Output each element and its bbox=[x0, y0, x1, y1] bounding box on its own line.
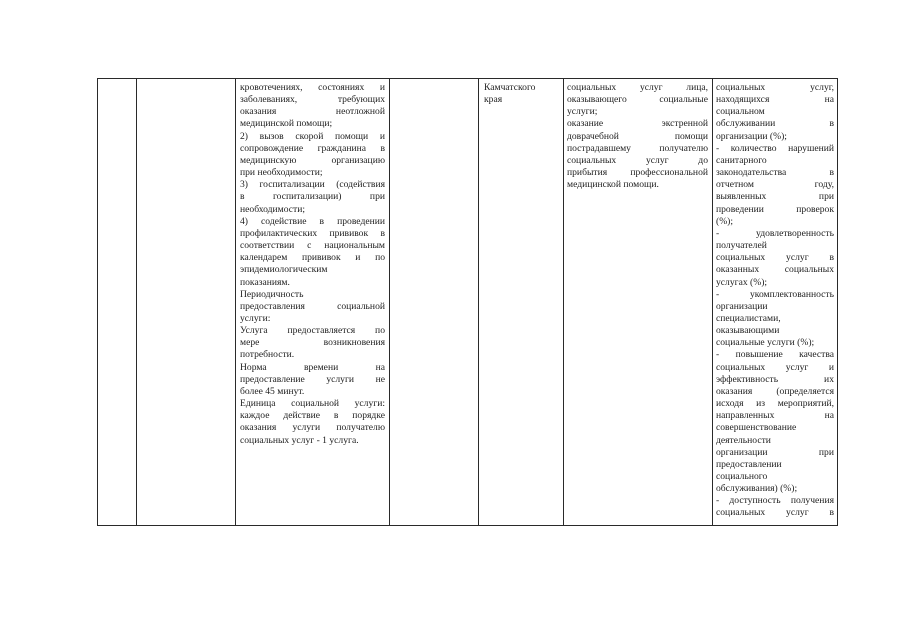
text-line: 4) содействие в проведении bbox=[240, 215, 385, 227]
text-line: проведении проверок bbox=[716, 203, 834, 215]
text-line: организации bbox=[716, 300, 768, 312]
table-top-border bbox=[97, 78, 837, 79]
cell-service-description bbox=[240, 82, 385, 447]
text-line: пострадавшему получателю bbox=[567, 142, 708, 154]
text-line: услуги: bbox=[240, 312, 271, 324]
text-line: 3) госпитализации (содействия bbox=[240, 179, 385, 191]
text-line: выявленных при bbox=[716, 191, 834, 203]
text-line: при необходимости; bbox=[240, 167, 323, 179]
text-line: оказывающего социальные bbox=[567, 94, 708, 106]
text-line: показаниям. bbox=[240, 276, 290, 288]
text-line: оказание экстренной bbox=[567, 118, 708, 130]
text-line: соответствии с национальным bbox=[240, 240, 385, 252]
text-line: - удовлетворенность bbox=[716, 227, 834, 239]
text-line: оказания услуги получателю bbox=[240, 422, 385, 434]
column-divider-5 bbox=[563, 78, 564, 526]
cell-quality-indicators bbox=[716, 82, 834, 520]
text-line: медицинскую организацию bbox=[240, 154, 385, 166]
text-line: - укомплектованность bbox=[716, 288, 834, 300]
text-line: календарем прививок и по bbox=[240, 252, 385, 264]
text-line: необходимости; bbox=[240, 203, 306, 215]
text-line: заболеваниях, требующих bbox=[240, 94, 385, 106]
column-divider-3 bbox=[389, 78, 390, 526]
text-line: получателей bbox=[716, 240, 767, 252]
text-line: кровотечениях, состояниях и bbox=[240, 82, 385, 93]
text-line: мере возникновения bbox=[240, 337, 385, 349]
text-line: санитарного bbox=[716, 154, 767, 166]
text-line: направленных на bbox=[716, 410, 834, 422]
text-line: Норма времени на bbox=[240, 361, 385, 373]
text-line: профилактических прививок в bbox=[240, 227, 385, 239]
text-line: более 45 минут. bbox=[240, 385, 305, 397]
text-line: деятельности bbox=[716, 434, 771, 446]
text-line: Услуга предоставляется по bbox=[240, 325, 385, 337]
column-divider-0 bbox=[97, 78, 98, 526]
text-line: Единица социальной услуги: bbox=[240, 398, 385, 410]
text-line: социальном bbox=[716, 106, 765, 118]
text-line: организации (%); bbox=[716, 130, 787, 142]
text-line: оказания неотложной bbox=[240, 106, 385, 118]
text-line: предоставление услуги не bbox=[240, 373, 385, 385]
text-line: эпидемиологическим bbox=[240, 264, 328, 276]
text-line: социальных услуг до bbox=[567, 154, 708, 166]
text-line: (%); bbox=[716, 215, 734, 227]
text-line: социальных услуг, bbox=[716, 82, 834, 93]
text-line: обслуживании в bbox=[716, 118, 834, 130]
column-divider-4 bbox=[478, 78, 479, 526]
text-line: оказания (определяется bbox=[716, 385, 834, 397]
text-line: - доступность получения bbox=[716, 495, 834, 507]
text-line: прибытия профессиональной bbox=[567, 167, 708, 179]
text-line: эффективность их bbox=[716, 373, 834, 385]
column-divider-6 bbox=[712, 78, 713, 526]
text-line: медицинской помощи; bbox=[240, 118, 333, 130]
text-line: доврачебной помощи bbox=[567, 130, 708, 142]
text-line: социальные услуги (%); bbox=[716, 337, 815, 349]
text-line: организации при bbox=[716, 446, 834, 458]
text-line: - повышение качества bbox=[716, 349, 834, 361]
text-line: специалистами, bbox=[716, 312, 781, 324]
column-divider-2 bbox=[235, 78, 236, 526]
text-line: предоставлении bbox=[716, 458, 782, 470]
column-divider-7 bbox=[837, 78, 838, 526]
table-bottom-border bbox=[97, 525, 837, 526]
text-line: законодательства в bbox=[716, 167, 834, 179]
text-line: социальных услуг в bbox=[716, 507, 834, 519]
text-line: социальных услуг в bbox=[716, 252, 834, 264]
text-line: социальных услуг лица, bbox=[567, 82, 708, 93]
text-line: совершенствование bbox=[716, 422, 797, 434]
text-line: Периодичность bbox=[240, 288, 304, 300]
text-line: оказанных социальных bbox=[716, 264, 834, 276]
text-line: сопровождение гражданина в bbox=[240, 142, 385, 154]
text-line: - количество нарушений bbox=[716, 142, 834, 154]
text-line: медицинской помощи. bbox=[567, 179, 659, 191]
text-line: предоставления социальной bbox=[240, 300, 385, 312]
text-line: края bbox=[484, 94, 503, 106]
column-divider-1 bbox=[136, 78, 137, 526]
text-line: 2) вызов скорой помощи и bbox=[240, 130, 385, 142]
text-line: услуги; bbox=[567, 106, 598, 118]
text-line: в госпитализации) при bbox=[240, 191, 385, 203]
text-line: социальных услуг и bbox=[716, 361, 834, 373]
cell-region bbox=[484, 82, 560, 106]
text-line: оказывающими bbox=[716, 325, 780, 337]
cell-service-conditions bbox=[567, 82, 708, 191]
text-line: обслуживания) (%); bbox=[716, 483, 798, 495]
text-line: социального bbox=[716, 471, 768, 482]
text-line: исходя из мероприятий, bbox=[716, 398, 834, 410]
text-line: каждое действие в порядке bbox=[240, 410, 385, 422]
text-line: потребности. bbox=[240, 349, 295, 361]
text-line: социальных услуг - 1 услуга. bbox=[240, 434, 359, 446]
text-line: Камчатского bbox=[484, 82, 536, 93]
text-line: услугах (%); bbox=[716, 276, 768, 288]
text-line: отчетном году, bbox=[716, 179, 834, 191]
text-line: находящихся на bbox=[716, 94, 834, 106]
